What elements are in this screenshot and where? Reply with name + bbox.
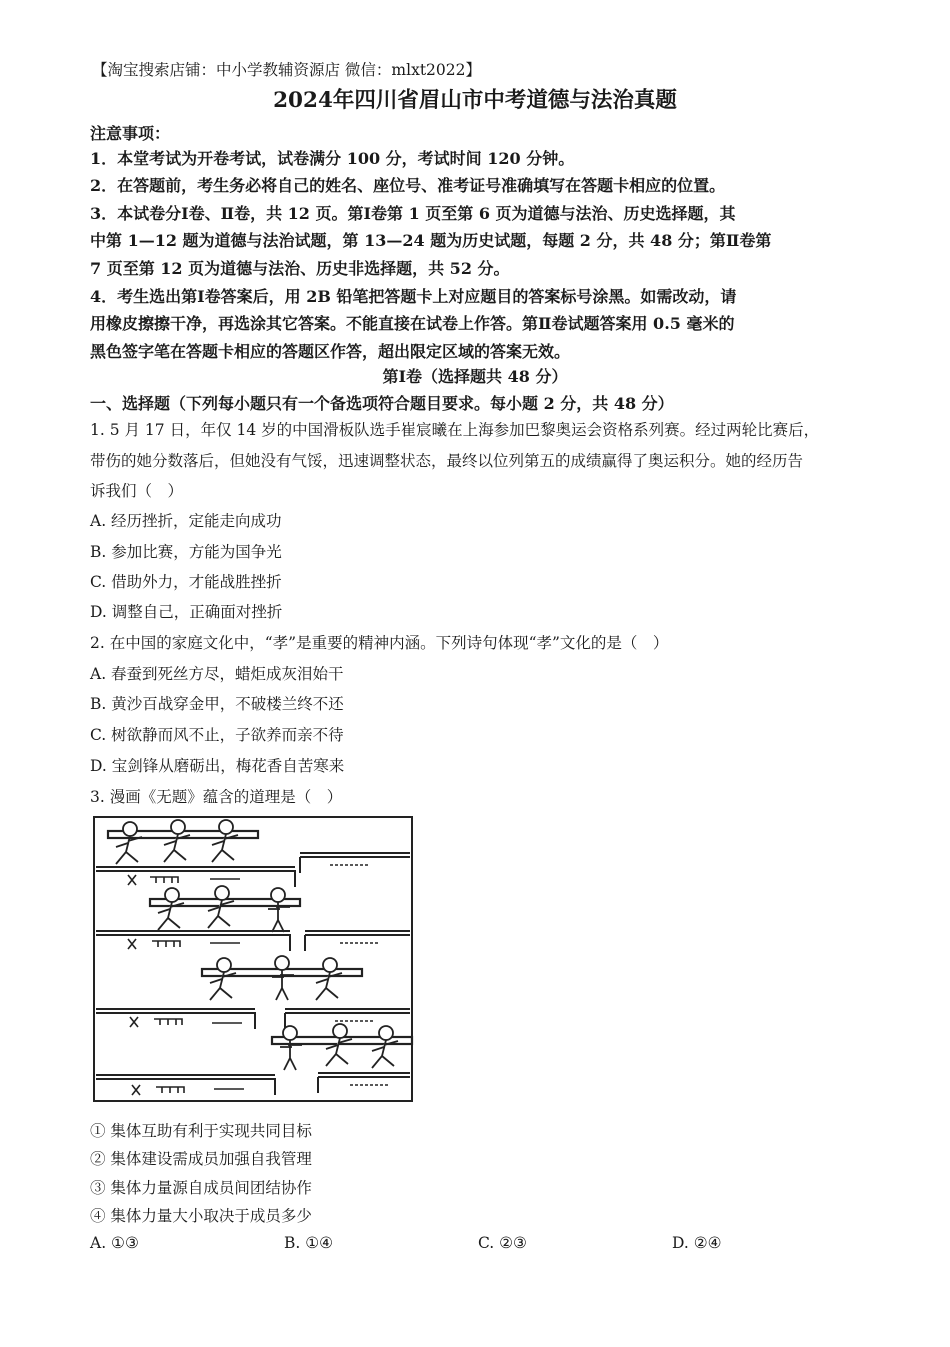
notice-line: 2．在答题前，考生务必将自己的姓名、座位号、准考证号准确填写在答题卡相应的位置。 — [90, 176, 726, 195]
volume-title: 第Ⅰ卷（选择题共 48 分） — [382, 367, 568, 386]
part-title: 一、选择题（下列每小题只有一个备选项符合题目要求。每小题 2 分，共 48 分） — [90, 394, 674, 413]
q1-stem-line: 诉我们（ ） — [90, 482, 184, 500]
notice-line: 3．本试卷分Ⅰ卷、Ⅱ卷，共 12 页。第Ⅰ卷第 1 页至第 6 页为道德与法治、历史选择题，其 — [90, 204, 736, 223]
q3-statement-2: ② 集体建设需成员加强自我管理 — [90, 1150, 312, 1168]
q3-option-b: B. ①④ — [284, 1234, 334, 1252]
q2-option-b: B. 黄沙百战穿金甲，不破楼兰终不还 — [90, 695, 344, 713]
q1-stem-line: 带伤的她分数落后，但她没有气馁，迅速调整状态，最终以位列第五的成绩赢得了奥运积分。她的经历告 — [90, 452, 804, 470]
q2-option-c: C. 树欲静而风不止，子欲养而亲不待 — [90, 726, 344, 744]
q2-stem: 2. 在中国的家庭文化中，“孝”是重要的精神内涵。下列诗句体现“孝”文化的是（ ） — [90, 634, 669, 652]
q1-option-a: A. 经历挫折，定能走向成功 — [90, 512, 282, 530]
q2-option-d: D. 宝剑锋从磨砺出，梅花香自苦寒来 — [90, 757, 345, 775]
notice-line: 7 页至第 12 页为道德与法治、历史非选择题，共 52 分。 — [90, 259, 510, 278]
q1-stem-line: 1. 5 月 17 日，年仅 14 岁的中国滑板队选手崔宸曦在上海参加巴黎奥运会资格系列赛。经过两轮比赛后， — [90, 421, 820, 439]
notice-line: 黑色签字笔在答题卡相应的答题区作答，超出限定区域的答案无效。 — [90, 342, 571, 361]
q3-option-a: A. ①③ — [90, 1234, 139, 1252]
q3-statement-3: ③ 集体力量源自成员间团结协作 — [90, 1179, 312, 1197]
notice-line: 用橡皮擦擦干净，再选涂其它答案。不能直接在试卷上作答。第Ⅱ卷试题答案用 0.5 毫米的 — [90, 314, 735, 333]
q3-option-d: D. ②④ — [672, 1234, 722, 1252]
q1-option-c: C. 借助外力，才能战胜挫折 — [90, 573, 282, 591]
q1-option-d: D. 调整自己，正确面对挫折 — [90, 603, 283, 621]
page-title: 2024年四川省眉山市中考道德与法治真题 — [273, 88, 677, 113]
q3-statement-1: ① 集体互助有利于实现共同目标 — [90, 1122, 312, 1140]
q1-option-b: B. 参加比赛，方能为国争光 — [90, 543, 282, 561]
q3-option-c: C. ②③ — [478, 1234, 527, 1252]
shop-banner: 【淘宝搜索店铺：中小学教辅资源店 微信：mlxt2022】 — [92, 61, 482, 79]
notice-line: 1．本堂考试为开卷考试，试卷满分 100 分，考试时间 120 分钟。 — [90, 149, 575, 168]
notice-line: 中第 1—12 题为道德与法治试题，第 13—24 题为历史试题，每题 2 分，共 48 分；第Ⅱ卷第 — [90, 231, 772, 250]
q2-option-a: A. 春蚕到死丝方尽，蜡炬成灰泪始干 — [90, 665, 344, 683]
notice-heading: 注意事项： — [90, 124, 171, 143]
q3-stem: 3. 漫画《无题》蕴含的道理是（ ） — [90, 788, 343, 806]
cartoon-illustration — [90, 813, 430, 1105]
q3-statement-4: ④ 集体力量大小取决于成员多少 — [90, 1207, 312, 1225]
notice-line: 4．考生选出第Ⅰ卷答案后，用 2B 铅笔把答题卡上对应题目的答案标号涂黑。如需改动，请 — [90, 287, 737, 306]
